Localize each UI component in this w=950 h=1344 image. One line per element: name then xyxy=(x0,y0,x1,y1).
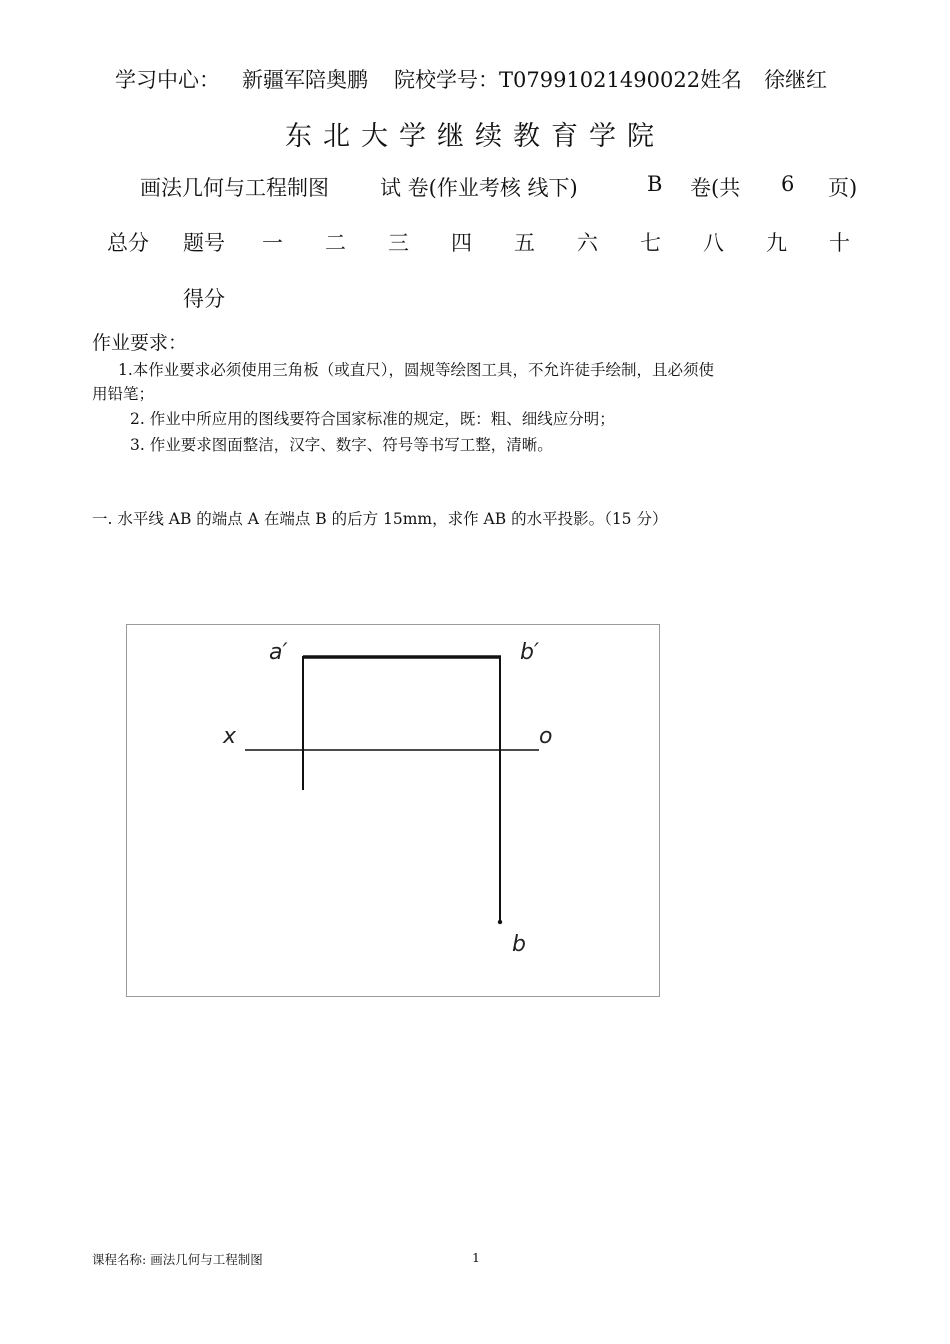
projection-drawing xyxy=(127,625,659,996)
center-label: 学习中心： xyxy=(115,68,220,92)
total-score-label: 总分 xyxy=(107,231,149,255)
center-value: 新疆军陪奥鹏 xyxy=(242,68,368,92)
requirement-item: 2. 作业中所应用的图线要符合国家标准的规定，既：粗、细线应分明； xyxy=(130,410,615,428)
pages-prefix: 卷(共 xyxy=(690,176,741,200)
score-label: 得分 xyxy=(183,287,225,311)
question-number: 十 xyxy=(829,231,850,255)
student-id-label: 院校学号： xyxy=(394,68,499,92)
header-info-line xyxy=(115,64,827,94)
pages-count: 6 xyxy=(781,172,795,196)
school-title: 东北大学继续教育学院 xyxy=(285,121,665,152)
question-number-label: 题号 xyxy=(183,231,225,255)
requirement-item: 1.本作业要求必须使用三角板（或直尺），圆规等绘图工具，不允许徒手绘制，且必须使 xyxy=(118,361,715,379)
question-number: 七 xyxy=(640,231,661,255)
question-number: 二 xyxy=(325,231,346,255)
course-title: 画法几何与工程制图 xyxy=(140,176,329,200)
label-o: o xyxy=(539,724,553,749)
requirement-item: 3. 作业要求图面整洁，汉字、数字、符号等书写工整，清晰。 xyxy=(130,436,553,454)
question-number: 一 xyxy=(262,231,283,255)
footer-course xyxy=(92,1250,263,1268)
student-id-value: T07991021490022 xyxy=(499,68,701,92)
score-table-header xyxy=(0,227,950,257)
question-number: 四 xyxy=(451,231,472,255)
footer-course-label: 课程名称: xyxy=(92,1252,147,1267)
question-number: 九 xyxy=(766,231,787,255)
name-value: 徐继红 xyxy=(764,68,828,92)
question-number: 五 xyxy=(514,231,535,255)
question-number: 六 xyxy=(577,231,598,255)
requirements-title: 作业要求： xyxy=(92,332,188,354)
paper-version: B xyxy=(647,172,663,196)
projection-figure xyxy=(126,624,660,997)
name-label: 姓名 xyxy=(700,68,743,92)
footer-course-name: 画法几何与工程制图 xyxy=(150,1252,263,1267)
label-a-prime: a′ xyxy=(269,640,288,665)
page-number: 1 xyxy=(472,1250,480,1265)
point-b xyxy=(498,920,502,924)
question-number: 八 xyxy=(703,231,724,255)
label-b-prime: b′ xyxy=(520,640,539,665)
question-number: 三 xyxy=(388,231,409,255)
label-b: b xyxy=(512,932,526,957)
paper-type: 试 卷(作业考核 线下) xyxy=(380,176,578,200)
pages-suffix: 页) xyxy=(828,176,858,200)
question-1-text: 一. 水平线 AB 的端点 A 在端点 B 的后方 15mm，求作 AB 的水平投影。（15 分） xyxy=(92,510,668,528)
label-x: x xyxy=(223,724,237,749)
requirement-item: 用铅笔； xyxy=(92,385,155,403)
